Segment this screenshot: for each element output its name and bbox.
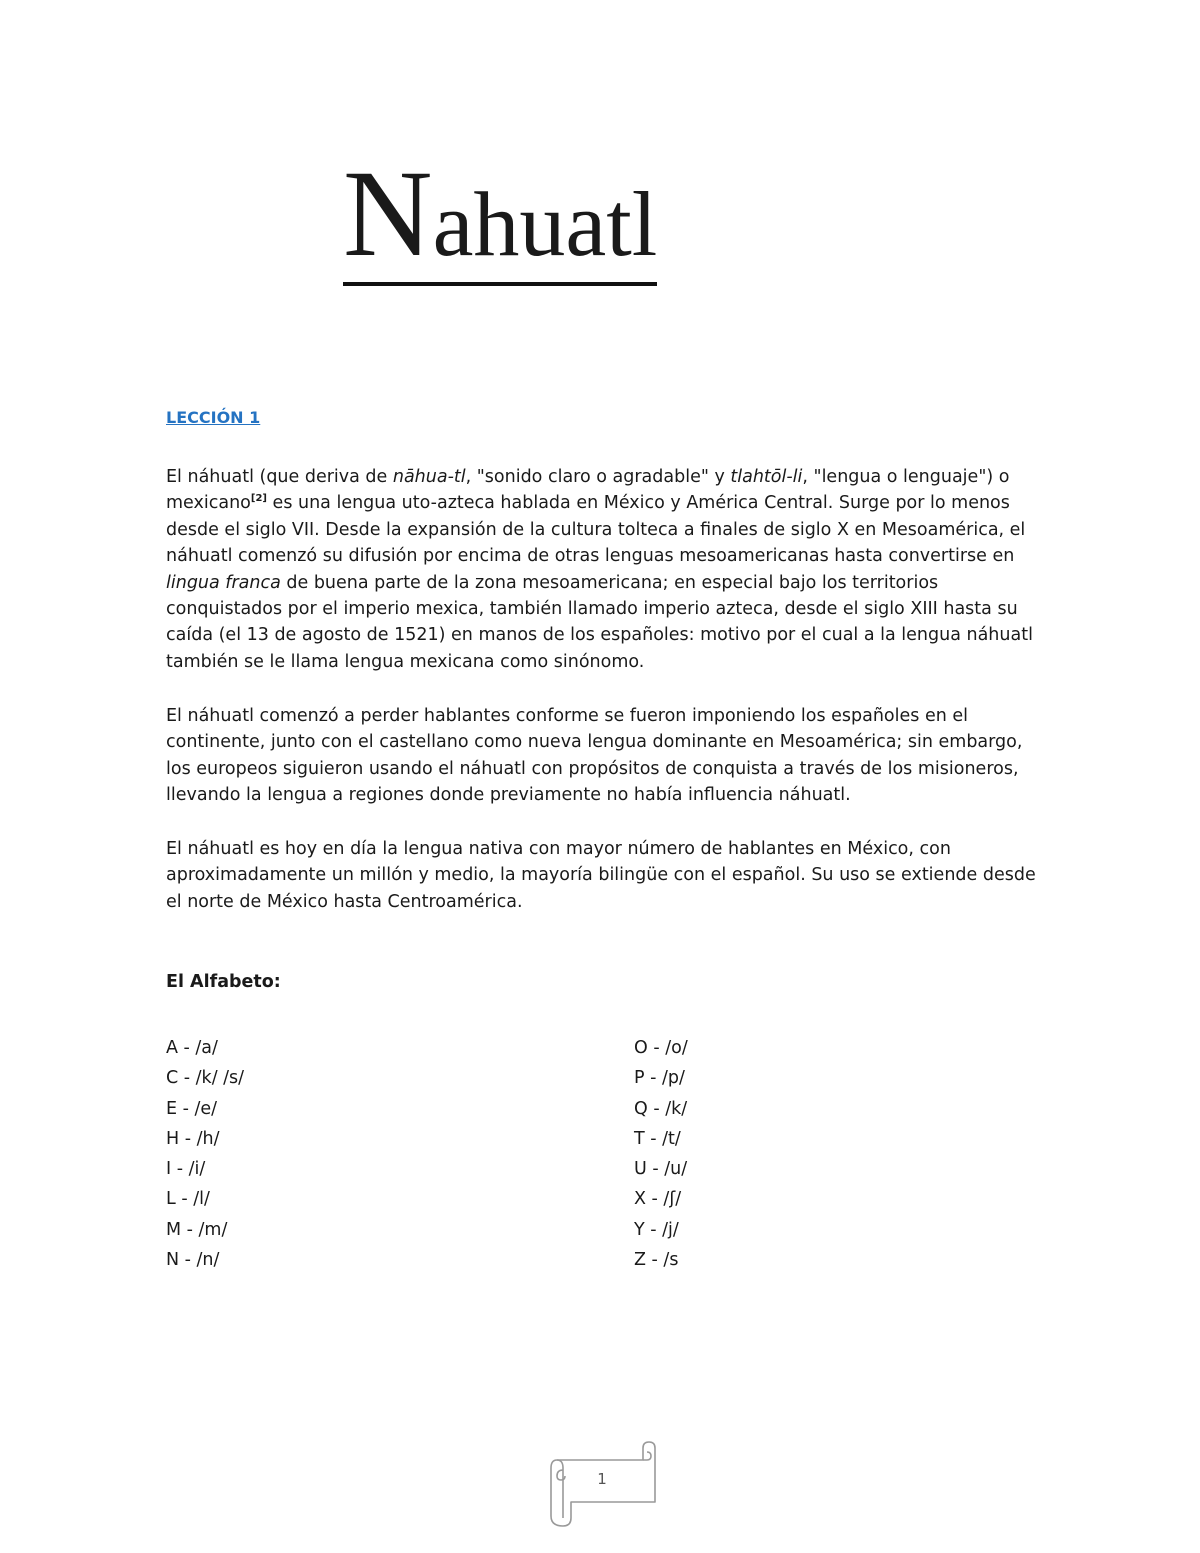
paragraph-intro-text-2: , "sonido claro o agradable" y — [465, 467, 731, 487]
term-tlahtolli: tlahtōl-li — [730, 467, 803, 487]
alphabet-item: E - /e/ — [166, 1098, 218, 1119]
alphabet-item: M - /m/ — [166, 1219, 228, 1240]
alphabet-item: N - /n/ — [166, 1250, 220, 1271]
term-lingua-franca: lingua franca — [166, 572, 281, 593]
title-rest: ahuatl — [432, 173, 658, 275]
alphabet-item: L - /l/ — [166, 1189, 210, 1210]
page-title — [343, 145, 658, 286]
paragraph-intro-text-4: es una lengua uto-azteca hablada en México y América Central. Surge por lo menos desde el siglo VII. Desde la expansión de la cultura tolteca a finales de siglo X en Mesoamérica, el náhuatl comenzó su difusión por encima de otras lenguas mesoamericanas hasta convertirse en — [166, 493, 1026, 567]
alphabet-item: Q - /k/ — [634, 1098, 688, 1119]
footnote-ref[interactable]: [2] — [250, 493, 267, 505]
paragraph-intro-text-1: El náhuatl (que deriva de — [166, 467, 393, 487]
alphabet-item: O - /o/ — [634, 1038, 688, 1058]
term-nahuatl: nāhua-tl — [392, 467, 466, 487]
paragraph-intro-text-5: de buena parte de la zona mesoamericana; en especial bajo los territorios conquistados por el imperio mexica, también llamado imperio azteca, desde el siglo XIII hasta su caída (el 13 de agosto de 1521) en manos de los españoles: motivo por el cual a la lengua náhuatl también se le llama lengua mexicana como sinónomo. — [166, 572, 1033, 672]
paragraph-intro-text-3: , "lengua o lenguaje") o mexicano — [166, 467, 1010, 514]
alphabet-list-right — [634, 1033, 688, 1275]
paragraph-intro — [166, 464, 1046, 675]
alphabet-item: I - /i/ — [166, 1159, 206, 1180]
alphabet-heading: El Alfabeto: — [166, 972, 281, 992]
alphabet-item: T - /t/ — [634, 1128, 681, 1149]
paragraph-today: El náhuatl es hoy en día la lengua nativa con mayor número de hablantes en México, con aproximadamente un millón y medio, la mayoría bilingüe con el español. Su uso se extiende desde el norte de México hasta Centroamérica. — [166, 839, 1036, 912]
alphabet-item: X - /ʃ/ — [634, 1189, 682, 1210]
title-initial: N — [343, 145, 433, 282]
alphabet-item: C - /k/ /s/ — [166, 1068, 245, 1089]
paragraph-decline: El náhuatl comenzó a perder hablantes conforme se fueron imponiendo los españoles en el continente, junto con el castellano como nueva lengua dominante en Mesoamérica; sin embargo, los europeos siguieron usando el náhuatl con propósitos de conquista a través de los misioneros, llevando la lengua a regiones donde previamente no había influencia náhuatl. — [166, 706, 1023, 806]
alphabet-item: U - /u/ — [634, 1159, 688, 1180]
lesson-link[interactable]: LECCIÓN 1 — [166, 408, 261, 427]
alphabet-item: A - /a/ — [166, 1038, 218, 1058]
alphabet-list-left — [166, 1033, 244, 1275]
page-number: 1 — [597, 1470, 607, 1488]
alphabet-item: Z - /s — [634, 1250, 679, 1271]
alphabet-item: H - /h/ — [166, 1128, 220, 1149]
alphabet-item: Y - /j/ — [634, 1219, 679, 1240]
alphabet-item: P - /p/ — [634, 1068, 685, 1089]
